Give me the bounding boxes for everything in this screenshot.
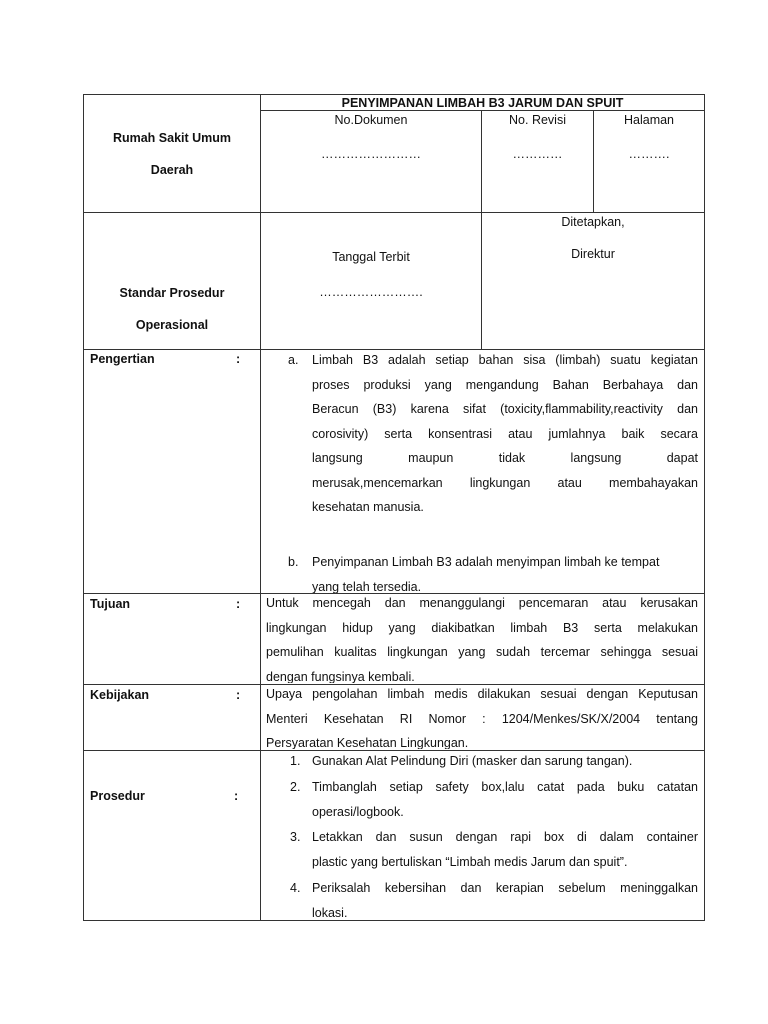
no-dokumen-label: No.Dokumen [334,113,408,127]
prosedur-step-line: plastic yang bertuliskan “Limbah medis Jarum dan spuit”. [312,854,628,869]
pengertian-a-line: merusak,mencemarkan lingkungan atau membahayakan [312,475,698,490]
pengertian-a-line: corosivity) serta konsentrasi atau jumlahnya baik secara [312,426,698,441]
prosedur-step-line: lokasi. [312,905,348,919]
column-divider [260,94,261,921]
kebijakan-line: Upaya pengolahan limbah medis dilakukan sesuai dengan Keputusan [266,687,698,701]
table-border-bottom [83,920,705,921]
pengertian-item-a [312,348,698,520]
prosedur-num-4: 4. [290,881,301,895]
prosedur-step-line: Letakkan dan susun dengan rapi box di dalam container [312,830,698,844]
table-border-right [704,94,705,921]
prosedur-step-2 [312,775,698,824]
no-revisi-value: ………… [512,147,563,161]
tujuan-text [266,591,698,683]
halaman-label: Halaman [623,113,675,127]
prosedur-step-1 [312,749,698,774]
prosedur-num-3: 3. [290,830,301,844]
hospital-name-line2: Daerah [150,163,194,177]
pengertian-marker-b: b. [288,555,299,569]
tujuan-line: lingkungan hidup yang diakibatkan limbah B3 serta melakukan [266,620,698,635]
halaman-value: ………. [628,147,670,161]
kebijakan-text [266,682,698,749]
tujuan-label: Tujuan [90,597,131,611]
tanggal-terbit-label: Tanggal Terbit [332,250,410,264]
prosedur-step-line: operasi/logbook. [312,804,404,819]
hospital-name-line1: Rumah Sakit Umum [112,131,232,145]
tujuan-line: Untuk mencegah dan menanggulangi pencemaran atau kerusakan [266,596,698,610]
kebijakan-label: Kebijakan [90,688,150,702]
pengertian-b-line: yang telah tersedia. [312,579,422,593]
direktur-label: Direktur [571,247,615,261]
pengertian-colon: : [236,352,241,366]
kebijakan-line: Menteri Kesehatan RI Nomor : 1204/Menkes/SK/X/2004 tentang [266,711,698,726]
pengertian-a-line: Beracun (B3) karena sifat (toxicity,flammability,reactivity dan [312,402,698,416]
prosedur-num-1: 1. [290,754,301,768]
pengertian-a-line: Limbah B3 adalah setiap bahan sisa (limbah) suatu kegiatan [312,353,698,367]
prosedur-step-line: Timbanglah setiap safety box,lalu catat pada buku catatan [312,780,698,794]
prosedur-step-line: Gunakan Alat Pelindung Diri (masker dan sarung tangan). [312,754,633,768]
header-row-divider [83,212,705,213]
prosedur-step-4 [312,876,698,919]
prosedur-colon: : [234,789,239,803]
ditetapkan-label: Ditetapkan, [561,215,625,229]
no-dokumen-value: …………………… [321,147,421,161]
tujuan-line: pemulihan kualitas lingkungan yang sudah tercemar sehingga sesuai [266,645,698,659]
pengertian-marker-a: a. [288,353,299,367]
pengertian-a-line: proses produksi yang mengandung Bahan Berbahaya dan [312,377,698,392]
pengertian-a-line: kesehatan manusia. [312,500,424,514]
pengertian-label: Pengertian [90,352,155,366]
document-title: PENYIMPANAN LIMBAH B3 JARUM DAN SPUIT [341,96,624,110]
tujuan-colon: : [236,597,241,611]
pengertian-a-line: langsung maupun tidak langsung dapat [312,451,698,465]
sop-label-line1: Standar Prosedur [119,286,225,300]
prosedur-step-3 [312,825,698,874]
tanggal-terbit-value: ……………………. [319,285,423,299]
table-border-left [83,94,84,921]
prosedur-num-2: 2. [290,780,301,794]
prosedur-label: Prosedur [90,789,145,803]
tujuan-line: dengan fungsinya kembali. [266,669,415,683]
kebijakan-line: Persyaratan Kesehatan Lingkungan. [266,736,469,749]
kebijakan-colon: : [236,688,241,702]
pengertian-item-b [312,550,698,593]
pengertian-b-line: Penyimpanan Limbah B3 adalah menyimpan limbah ke tempat [312,555,660,569]
sop-label-line2: Operasional [135,318,209,332]
no-revisi-label: No. Revisi [509,113,566,127]
prosedur-step-line: Periksalah kebersihan dan kerapian sebelum meninggalkan [312,881,698,895]
